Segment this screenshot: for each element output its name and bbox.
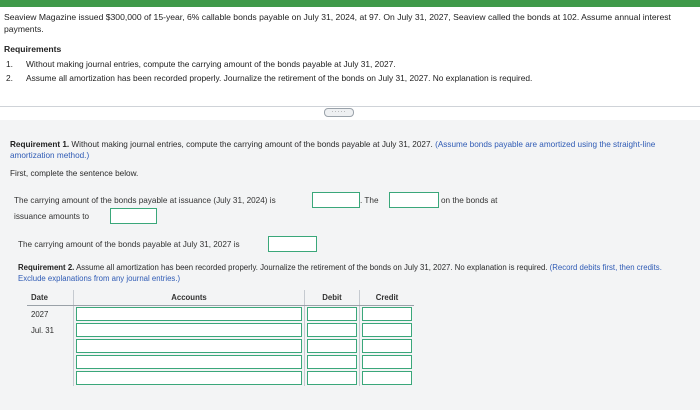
sentence-1-part-d: issuance amounts to <box>14 212 90 221</box>
credit-input[interactable] <box>362 339 412 353</box>
credit-cell <box>360 306 415 323</box>
requirement-number: 2. <box>6 73 13 83</box>
account-cell <box>74 322 305 338</box>
requirement-item-2 <box>6 71 532 85</box>
journal-row <box>27 370 414 386</box>
debit-input[interactable] <box>307 323 357 337</box>
year-cell: 2027 <box>31 309 49 319</box>
expand-more-button[interactable]: ····· <box>324 108 354 117</box>
sentence-1-part-c: on the bonds at <box>441 196 498 205</box>
debit-cell <box>305 370 360 386</box>
journal-row <box>27 354 414 370</box>
credit-cell <box>360 370 415 386</box>
journal-row <box>27 322 414 338</box>
debit-cell <box>305 338 360 354</box>
requirement-2-text: Assume all amortization has been recorded properly. Journalize the retirement of the bonds on July 31, 2027. No explanation is required. <box>74 263 548 272</box>
requirement-1-instructions <box>10 139 670 161</box>
problem-statement: Seaview Magazine issued $300,000 of 15-year, 6% callable bonds payable on July 31, 2024, at 97. On July 31, 2027, Seaview called the bonds at 102. Assume annual interest payments. <box>4 12 671 34</box>
journal-header-row <box>27 290 414 306</box>
journal-entry-table <box>27 290 414 386</box>
date-header: Date <box>27 290 74 306</box>
requirement-1-label: Requirement 1. <box>10 140 70 149</box>
debit-header: Debit <box>305 290 360 306</box>
account-input[interactable] <box>76 355 302 369</box>
requirement-item-1 <box>6 57 532 71</box>
requirement-1-hint: (Assume bonds payable are amortized using the straight-line amortization method.) <box>10 140 656 160</box>
journal-row <box>27 306 414 323</box>
account-cell <box>74 354 305 370</box>
debit-input[interactable] <box>307 339 357 353</box>
requirements-heading: Requirements <box>4 44 62 54</box>
debit-cell <box>305 354 360 370</box>
requirement-text: Assume all amortization has been recorded properly. Journalize the retirement of the bonds on July 31, 2027. No explanation is required. <box>26 73 533 83</box>
debit-input[interactable] <box>307 371 357 385</box>
section-divider <box>0 106 700 107</box>
debit-input[interactable] <box>307 307 357 321</box>
credit-cell <box>360 322 415 338</box>
requirement-2-instructions <box>18 262 678 284</box>
requirement-2-hint: (Record debits first, then credits. Exclude explanations from any journal entries.) <box>18 263 662 283</box>
credit-header: Credit <box>360 290 415 306</box>
requirement-2-label: Requirement 2. <box>18 263 75 272</box>
account-input[interactable] <box>76 371 302 385</box>
requirement-number: 1. <box>6 59 13 69</box>
requirement-text: Without making journal entries, compute the carrying amount of the bonds payable at July 31, 2027. <box>26 59 396 69</box>
credit-cell <box>360 338 415 354</box>
accounts-header: Accounts <box>74 290 305 306</box>
requirements-list <box>6 57 532 85</box>
account-cell <box>74 306 305 323</box>
credit-cell <box>360 354 415 370</box>
date-cell <box>27 370 74 386</box>
debit-cell <box>305 322 360 338</box>
debit-cell <box>305 306 360 323</box>
credit-input[interactable] <box>362 355 412 369</box>
credit-input[interactable] <box>362 323 412 337</box>
date-cell <box>27 354 74 370</box>
premium-discount-select[interactable] <box>389 192 439 208</box>
credit-input[interactable] <box>362 371 412 385</box>
account-input[interactable] <box>76 307 302 321</box>
account-cell <box>74 338 305 354</box>
credit-input[interactable] <box>362 307 412 321</box>
sentence-instruction: First, complete the sentence below. <box>10 169 139 178</box>
debit-input[interactable] <box>307 355 357 369</box>
date-cell <box>27 338 74 354</box>
sentence-1-part-b: . The <box>360 196 379 205</box>
premium-discount-amount-input[interactable] <box>110 208 157 224</box>
journal-row <box>27 338 414 354</box>
account-input[interactable] <box>76 339 302 353</box>
issuance-carrying-amount-input[interactable] <box>312 192 360 208</box>
requirement-1-text: Without making journal entries, compute the carrying amount of the bonds payable at July 31, 2027. <box>69 140 433 149</box>
top-accent-bar <box>0 0 700 7</box>
carrying-amount-2027-input[interactable] <box>268 236 317 252</box>
account-input[interactable] <box>76 323 302 337</box>
sentence-1-part-a: The carrying amount of the bonds payable at issuance (July 31, 2024) is <box>14 196 276 205</box>
date-cell: Jul. 31 <box>31 325 54 335</box>
account-cell <box>74 370 305 386</box>
sentence-2: The carrying amount of the bonds payable at July 31, 2027 is <box>18 240 240 249</box>
